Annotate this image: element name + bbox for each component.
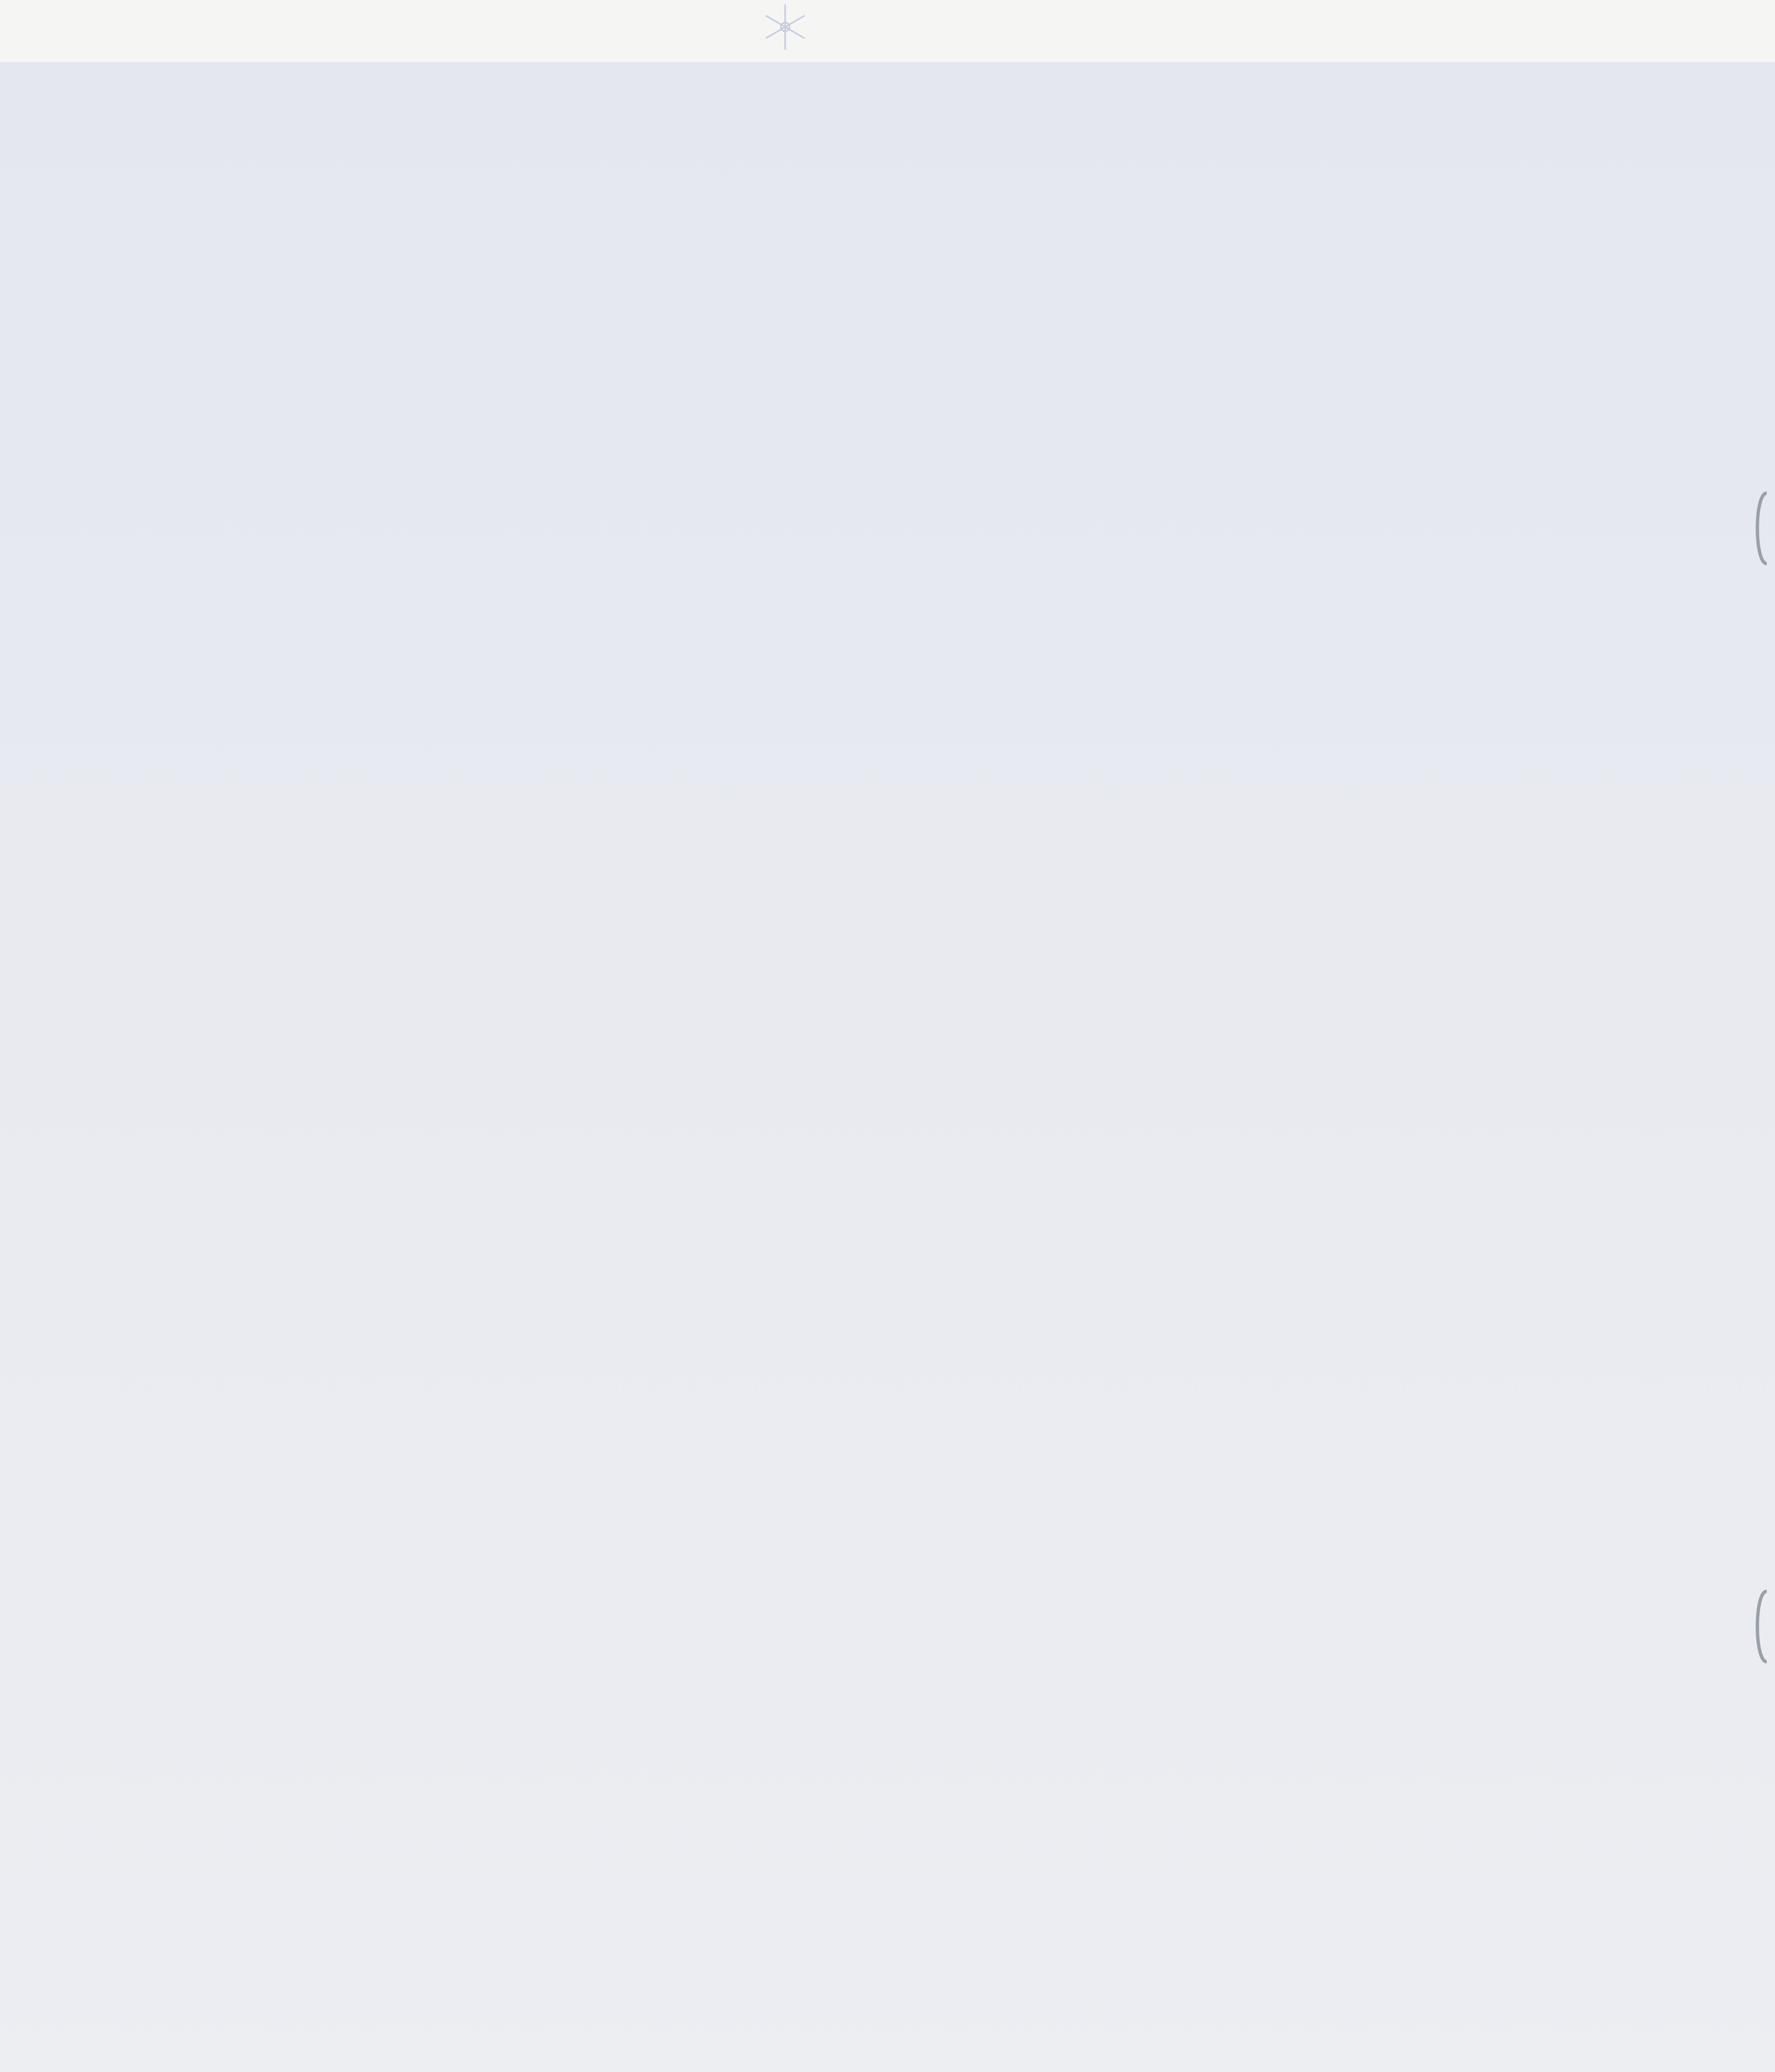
article-text-top-left (108, 166, 630, 634)
masthead (0, 0, 1775, 62)
article-text-bottom (178, 1152, 1661, 2043)
snowflake-icon (758, 0, 812, 54)
article-text-top-right (800, 166, 1570, 634)
article-headline (642, 153, 783, 866)
binder-ring-icon (1750, 1587, 1775, 1666)
binder-ring-icon (1750, 489, 1775, 568)
